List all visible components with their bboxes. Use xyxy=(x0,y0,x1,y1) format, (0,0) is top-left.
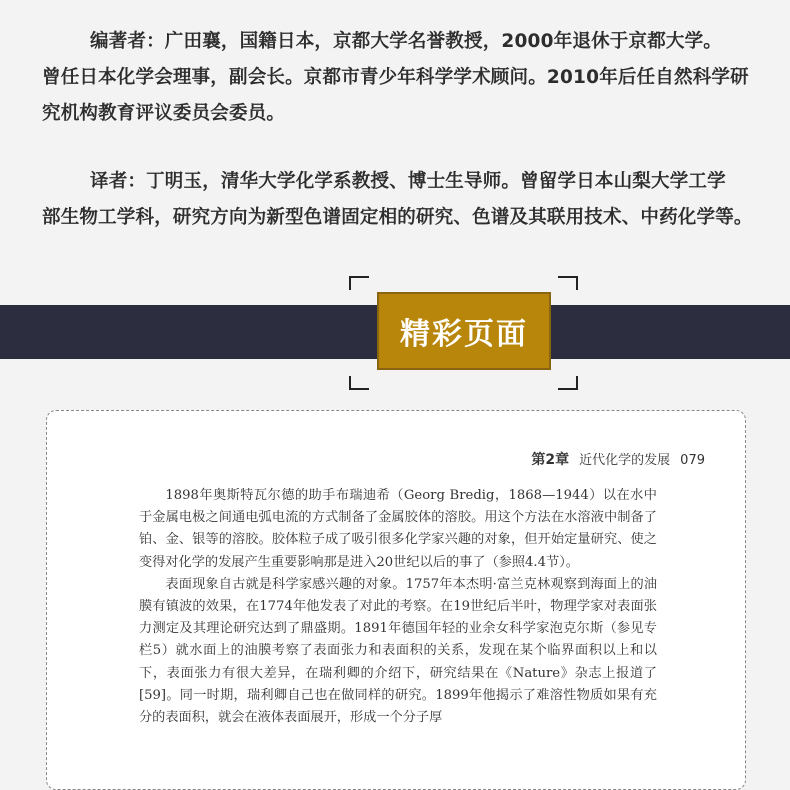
translator-bio-rest: 部生物工学科，研究方向为新型色谱固定相的研究、色谱及其联用技术、中药化学等。 xyxy=(42,207,753,228)
page-number: 079 xyxy=(680,453,705,468)
corner-bracket-bottom-left xyxy=(349,376,369,390)
corner-bracket-top-left xyxy=(349,276,369,290)
section-title-badge xyxy=(377,292,551,370)
chapter-label: 第2章 xyxy=(531,452,570,468)
page-body-text xyxy=(139,485,657,729)
translator-bio-first-line: 译者：丁明玉，清华大学化学系教授、博士生导师。曾留学日本山梨大学工学 xyxy=(90,171,726,192)
chapter-title: 近代化学的发展 xyxy=(579,453,671,468)
corner-bracket-bottom-right xyxy=(558,376,578,390)
author-bio-rest: 曾任日本化学会理事，副会长。京都市青少年科学学术顾问。2010年后任自然科学研究机构教育评议委员会委员。 xyxy=(42,67,749,124)
translator-bio xyxy=(42,164,760,236)
author-bio xyxy=(42,24,760,132)
body-paragraph: 表面现象自古就是科学家感兴趣的对象。1757年本杰明·富兰克林观察到海面上的油膜有镇波的效果，在1774年他发表了对此的考察。在19世纪后半叶，物理学家对表面张力测定及其理论研究达到了鼎盛期。1891年德国年轻的业余女科学家泡克尔斯（参见专栏5）就水面上的油膜考察了表面张力和表面积的关系，发现在某个临界面积以上和以下，表面张力有很大差异，在瑞利卿的介绍下，研究结果在《Nature》杂志上报道了[59]。同一时期，瑞利卿自己也在做同样的研究。1899年他揭示了难溶性物质如果有充分的表面积，就会在液体表面展开，形成一个分子厚 xyxy=(139,576,657,726)
corner-bracket-top-right xyxy=(558,276,578,290)
author-bio-first-line: 编著者：广田襄，国籍日本，京都大学名誉教授，2000年退休于京都大学。 xyxy=(90,31,722,52)
book-page-preview xyxy=(46,410,746,790)
section-title: 精彩页面 xyxy=(400,317,528,352)
page-running-header xyxy=(531,449,705,469)
body-paragraph: 1898年奥斯特瓦尔德的助手布瑞迪希（Georg Bredig，1868—1944）以在水中于金属电极之间通电弧电流的方式制备了金属胶体的溶胶。用这个方法在水溶液中制备了铂、金、银等的溶胶。胶体粒子成了吸引很多化学家兴趣的对象，但开始定量研究、使之变得对化学的发展产生重要影响那是进入20世纪以后的事了（参照4.4节）。 xyxy=(139,488,657,570)
